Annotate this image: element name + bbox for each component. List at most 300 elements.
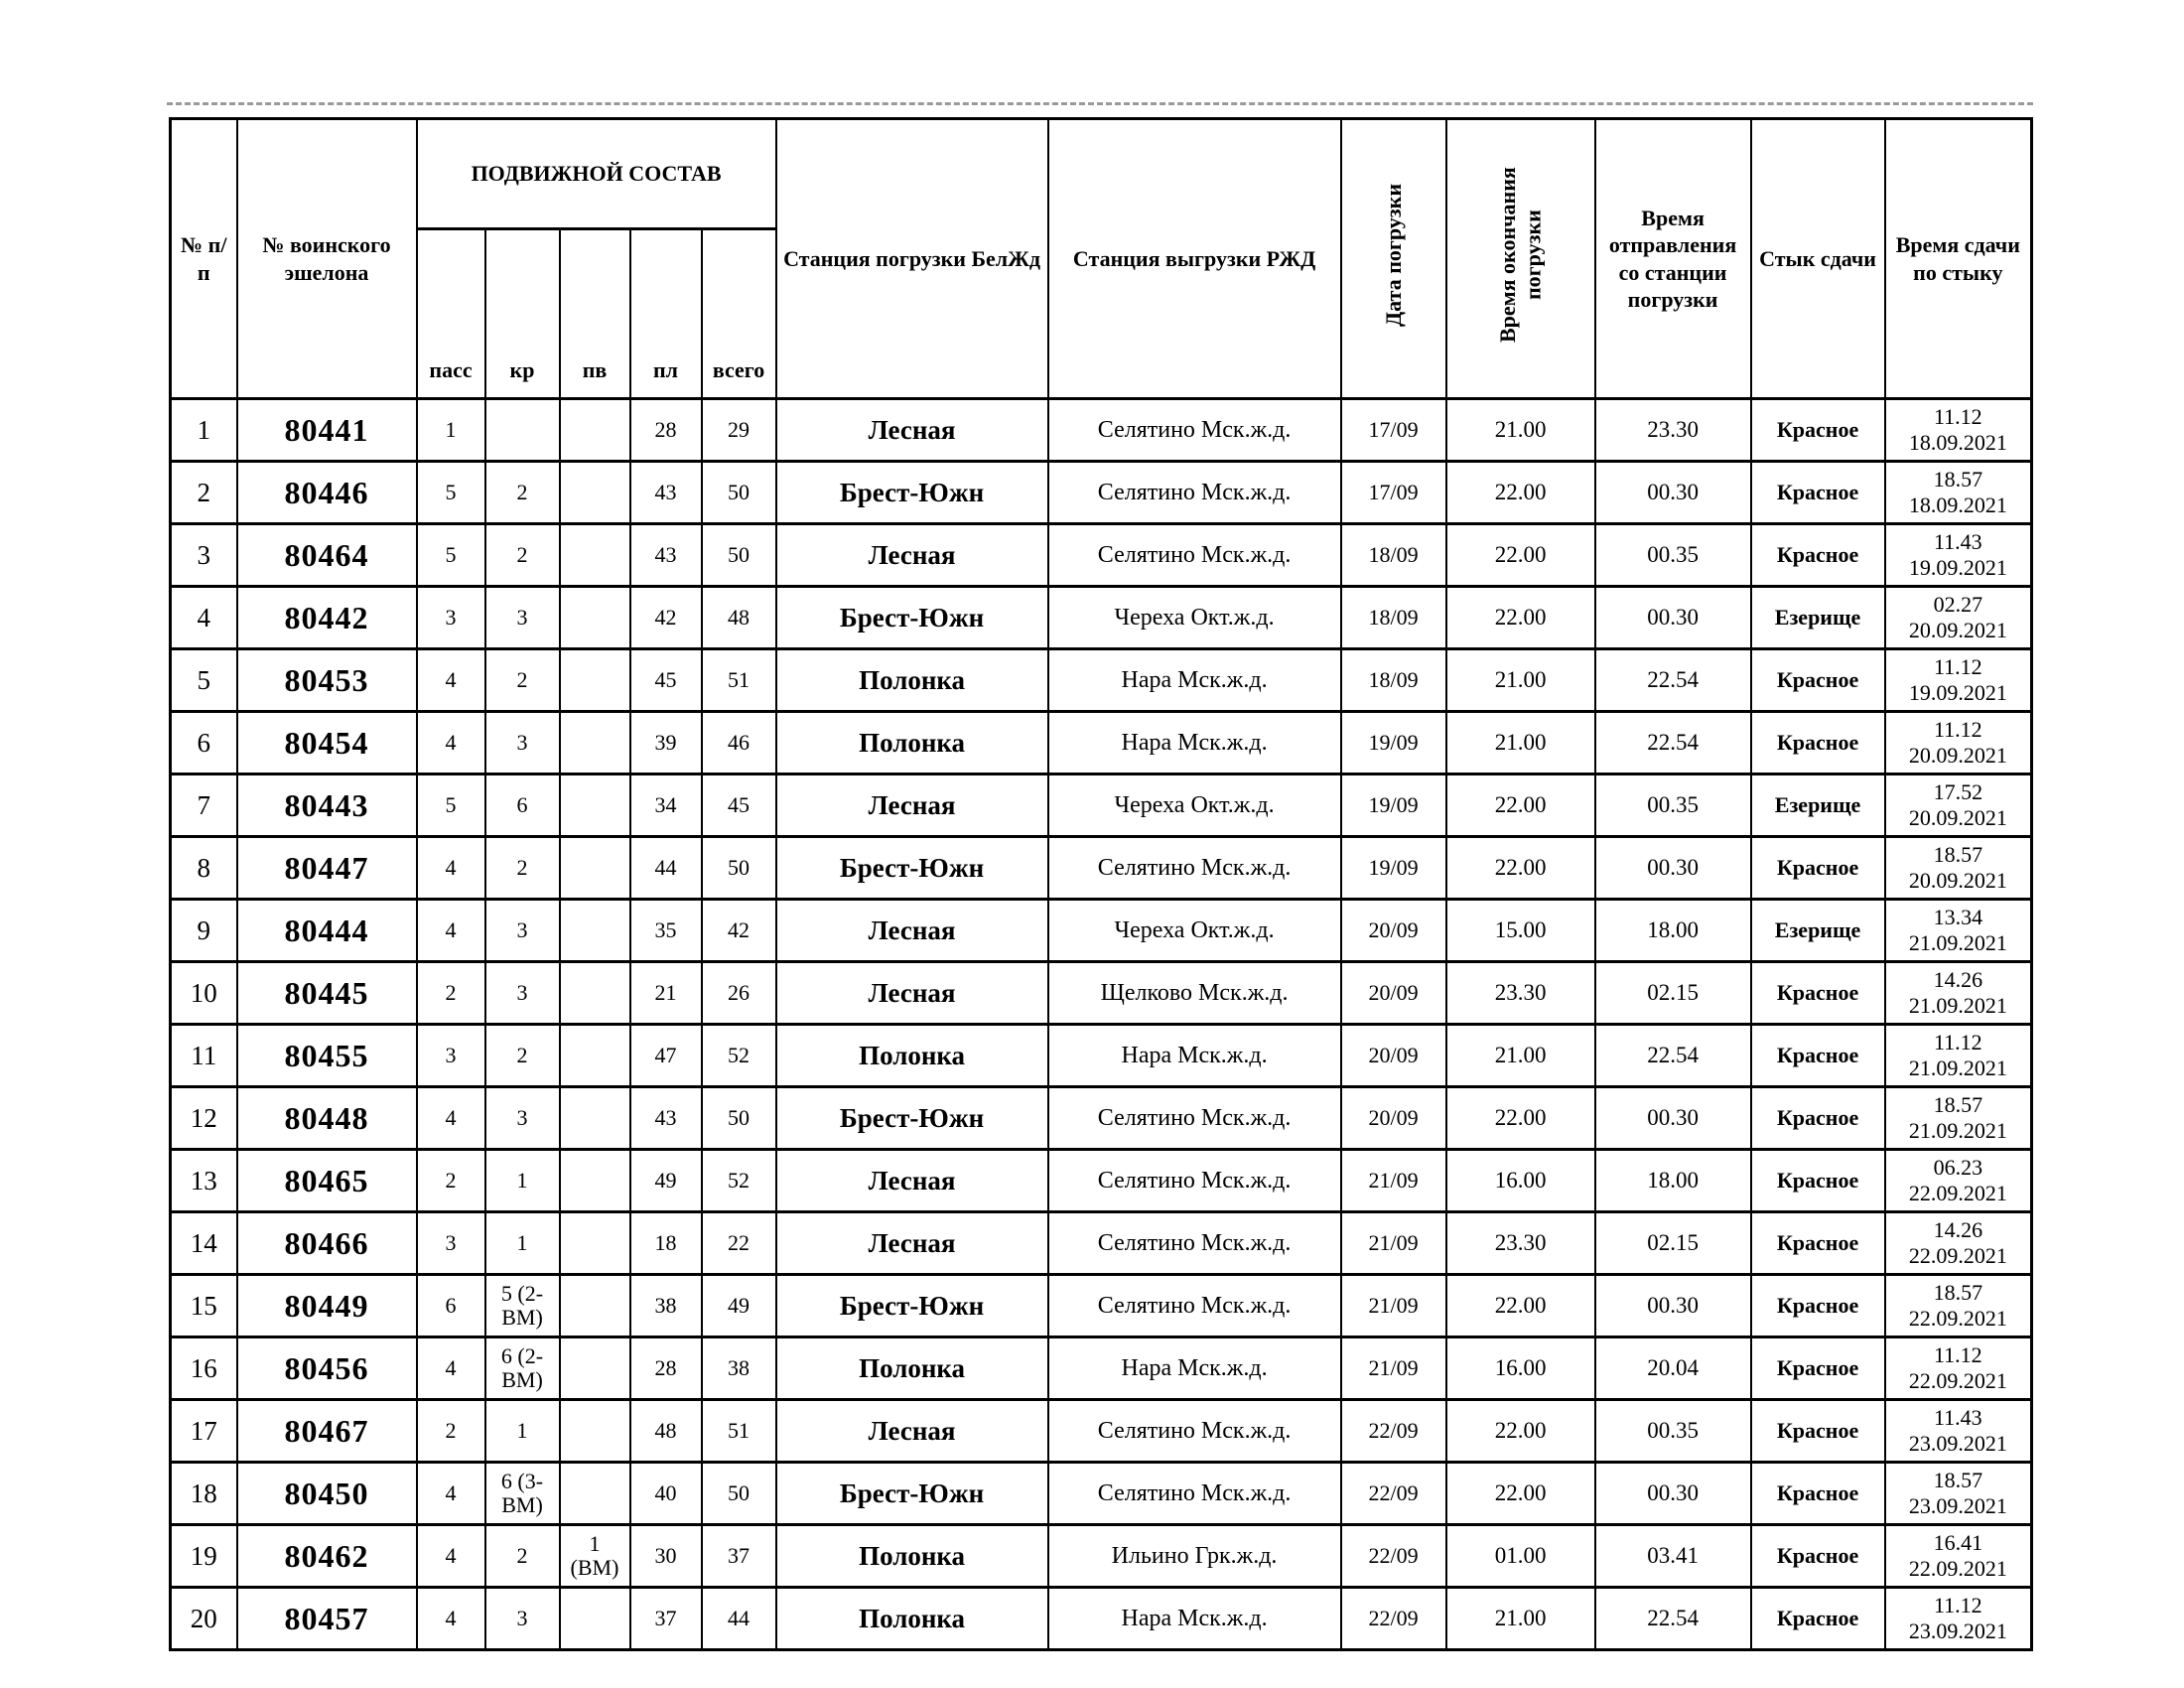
- table-row: [171, 962, 2032, 1025]
- cell-junction: Красное: [1751, 1400, 1885, 1463]
- cell-load-end-time: 22.00: [1446, 1275, 1595, 1337]
- cell-unload-station: Череха Окт.ж.д.: [1048, 900, 1341, 962]
- cell-total-cars: 37: [702, 1525, 776, 1588]
- cell-row-number: 6: [171, 712, 237, 774]
- cell-covered-cars: 6 (3-ВМ): [485, 1463, 560, 1525]
- handover-time-text: 11.43: [1933, 528, 1982, 554]
- cell-row-number: 7: [171, 774, 237, 837]
- cell-row-number: 3: [171, 524, 237, 587]
- cell-load-end-time: 22.00: [1446, 1087, 1595, 1150]
- cell-load-end-time: 22.00: [1446, 1400, 1595, 1463]
- cell-load-station: Лесная: [776, 962, 1048, 1025]
- table-row: [171, 399, 2032, 462]
- cell-junction: Красное: [1751, 1275, 1885, 1337]
- col-header-load-date: [1341, 119, 1446, 399]
- cell-departure-time: 02.15: [1595, 962, 1751, 1025]
- cell-platform-cars: 43: [630, 524, 702, 587]
- cell-semiwagon-cars: [560, 1588, 630, 1650]
- cell-echelon-number: 80447: [237, 837, 417, 900]
- cell-load-end-time: 21.00: [1446, 399, 1595, 462]
- subcol-header-pl: пл: [630, 229, 702, 399]
- cell-unload-station: Селятино Мск.ж.д.: [1048, 1463, 1341, 1525]
- cell-echelon-number: 80450: [237, 1463, 417, 1525]
- cell-row-number: 10: [171, 962, 237, 1025]
- cell-unload-station: Нара Мск.ж.д.: [1048, 1337, 1341, 1400]
- cell-load-date: 22/09: [1341, 1400, 1446, 1463]
- col-header-echelon-number: № воинского эшелона: [237, 119, 417, 399]
- cell-total-cars: 22: [702, 1212, 776, 1275]
- cell-departure-time: 22.54: [1595, 649, 1751, 712]
- cell-row-number: 15: [171, 1275, 237, 1337]
- cell-junction: Красное: [1751, 1463, 1885, 1525]
- cell-departure-time: 00.35: [1595, 524, 1751, 587]
- cell-total-cars: 48: [702, 587, 776, 649]
- cell-load-station: Брест-Южн: [776, 462, 1048, 524]
- cell-junction: Красное: [1751, 399, 1885, 462]
- cell-load-date: 21/09: [1341, 1275, 1446, 1337]
- rotated-label-load-date: Дата погрузки: [1380, 184, 1406, 328]
- cell-total-cars: 51: [702, 649, 776, 712]
- cell-load-station: Полонка: [776, 1525, 1048, 1588]
- cell-load-station: Брест-Южн: [776, 1463, 1048, 1525]
- table-row: [171, 462, 2032, 524]
- cell-departure-time: 00.35: [1595, 1400, 1751, 1463]
- cell-load-end-time: 22.00: [1446, 462, 1595, 524]
- cell-load-date: 21/09: [1341, 1212, 1446, 1275]
- cell-departure-time: 00.30: [1595, 587, 1751, 649]
- cell-load-end-time: 01.00: [1446, 1525, 1595, 1588]
- handover-date-text: 21.09.2021: [1908, 1118, 2007, 1143]
- cell-load-date: 19/09: [1341, 837, 1446, 900]
- cell-covered-cars: 3: [485, 962, 560, 1025]
- cell-semiwagon-cars: [560, 1275, 630, 1337]
- cell-load-date: 20/09: [1341, 1025, 1446, 1087]
- cell-load-station: Лесная: [776, 1150, 1048, 1212]
- handover-date-text: 21.09.2021: [1908, 993, 2007, 1018]
- cell-load-station: Полонка: [776, 712, 1048, 774]
- table-row: [171, 1275, 2032, 1337]
- cell-echelon-number: 80453: [237, 649, 417, 712]
- cell-echelon-number: 80456: [237, 1337, 417, 1400]
- cell-junction: Езерище: [1751, 900, 1885, 962]
- col-header-load-station: Станция погрузки БелЖд: [776, 119, 1048, 399]
- cell-unload-station: Селятино Мск.ж.д.: [1048, 1087, 1341, 1150]
- cell-junction: Красное: [1751, 712, 1885, 774]
- cell-platform-cars: 30: [630, 1525, 702, 1588]
- col-header-handover-time: Время сдачи по стыку: [1885, 119, 2032, 399]
- cell-junction: Красное: [1751, 1087, 1885, 1150]
- table-row: [171, 774, 2032, 837]
- handover-time-text: 17.52: [1933, 778, 1983, 804]
- cell-echelon-number: 80465: [237, 1150, 417, 1212]
- cell-junction: Красное: [1751, 1337, 1885, 1400]
- cell-total-cars: 29: [702, 399, 776, 462]
- cell-unload-station: Селятино Мск.ж.д.: [1048, 837, 1341, 900]
- cell-handover-datetime: [1885, 1400, 2032, 1463]
- cell-platform-cars: 48: [630, 1400, 702, 1463]
- cell-junction: Красное: [1751, 1588, 1885, 1650]
- cell-handover-datetime: [1885, 399, 2032, 462]
- cell-load-station: Лесная: [776, 1212, 1048, 1275]
- cell-handover-datetime: [1885, 774, 2032, 837]
- col-header-unload-station: Станция выгрузки РЖД: [1048, 119, 1341, 399]
- cell-row-number: 4: [171, 587, 237, 649]
- handover-date-text: 22.09.2021: [1908, 1181, 2007, 1205]
- table-row: [171, 1525, 2032, 1588]
- cell-total-cars: 45: [702, 774, 776, 837]
- cell-handover-datetime: [1885, 1212, 2032, 1275]
- handover-time-text: 11.12: [1933, 716, 1982, 742]
- cell-semiwagon-cars: [560, 462, 630, 524]
- cell-semiwagon-cars: [560, 399, 630, 462]
- cell-echelon-number: 80466: [237, 1212, 417, 1275]
- cell-echelon-number: 80449: [237, 1275, 417, 1337]
- handover-time-text: 11.12: [1933, 1341, 1982, 1367]
- handover-date-text: 21.09.2021: [1908, 930, 2007, 955]
- handover-time-text: 11.43: [1933, 1404, 1982, 1430]
- cell-handover-datetime: [1885, 1588, 2032, 1650]
- col-header-load-end-time: [1446, 119, 1595, 399]
- cell-load-station: Полонка: [776, 1337, 1048, 1400]
- cell-semiwagon-cars: [560, 587, 630, 649]
- cell-covered-cars: 3: [485, 1588, 560, 1650]
- col-header-row-number: № п/п: [171, 119, 237, 399]
- cell-departure-time: 22.54: [1595, 712, 1751, 774]
- cell-unload-station: Селятино Мск.ж.д.: [1048, 399, 1341, 462]
- cell-platform-cars: 49: [630, 1150, 702, 1212]
- handover-date-text: 20.09.2021: [1908, 618, 2007, 642]
- subcol-header-pass: пасс: [417, 229, 485, 399]
- table-row: [171, 1400, 2032, 1463]
- cell-departure-time: 00.35: [1595, 774, 1751, 837]
- cell-load-date: 18/09: [1341, 649, 1446, 712]
- cell-load-station: Лесная: [776, 399, 1048, 462]
- header-row-top: [171, 119, 2032, 229]
- cell-load-date: 21/09: [1341, 1337, 1446, 1400]
- cell-load-station: Брест-Южн: [776, 837, 1048, 900]
- cell-semiwagon-cars: [560, 1337, 630, 1400]
- cell-load-end-time: 23.30: [1446, 1212, 1595, 1275]
- cell-load-date: 22/09: [1341, 1463, 1446, 1525]
- cell-load-end-time: 23.30: [1446, 962, 1595, 1025]
- cell-unload-station: Череха Окт.ж.д.: [1048, 587, 1341, 649]
- cell-load-date: 20/09: [1341, 962, 1446, 1025]
- handover-time-text: 18.57: [1933, 1279, 1983, 1305]
- cell-handover-datetime: [1885, 837, 2032, 900]
- cell-handover-datetime: [1885, 1150, 2032, 1212]
- cell-load-date: 22/09: [1341, 1588, 1446, 1650]
- cell-pass-cars: 2: [417, 1400, 485, 1463]
- cell-semiwagon-cars: [560, 962, 630, 1025]
- cell-row-number: 14: [171, 1212, 237, 1275]
- cell-covered-cars: 6: [485, 774, 560, 837]
- handover-time-text: 11.12: [1933, 1592, 1982, 1618]
- cell-row-number: 17: [171, 1400, 237, 1463]
- cell-load-station: Брест-Южн: [776, 587, 1048, 649]
- cell-load-date: 20/09: [1341, 900, 1446, 962]
- cell-echelon-number: 80454: [237, 712, 417, 774]
- cell-unload-station: Щелково Мск.ж.д.: [1048, 962, 1341, 1025]
- cell-total-cars: 44: [702, 1588, 776, 1650]
- cell-departure-time: 23.30: [1595, 399, 1751, 462]
- cell-load-station: Полонка: [776, 1025, 1048, 1087]
- cell-handover-datetime: [1885, 462, 2032, 524]
- cell-pass-cars: 4: [417, 649, 485, 712]
- cell-row-number: 13: [171, 1150, 237, 1212]
- handover-date-text: 22.09.2021: [1908, 1556, 2007, 1581]
- cell-load-station: Брест-Южн: [776, 1087, 1048, 1150]
- cell-unload-station: Нара Мск.ж.д.: [1048, 1588, 1341, 1650]
- handover-date-text: 22.09.2021: [1908, 1306, 2007, 1331]
- cell-handover-datetime: [1885, 712, 2032, 774]
- cell-handover-datetime: [1885, 1337, 2032, 1400]
- cell-covered-cars: 5 (2-ВМ): [485, 1275, 560, 1337]
- cell-platform-cars: 18: [630, 1212, 702, 1275]
- table-row: [171, 1212, 2032, 1275]
- handover-date-text: 19.09.2021: [1908, 555, 2007, 580]
- cell-pass-cars: 4: [417, 1588, 485, 1650]
- cell-semiwagon-cars: [560, 1212, 630, 1275]
- handover-date-text: 18.09.2021: [1908, 430, 2007, 455]
- cell-echelon-number: 80441: [237, 399, 417, 462]
- cell-covered-cars: 1: [485, 1212, 560, 1275]
- handover-time-text: 13.34: [1933, 904, 1983, 929]
- cell-load-date: 21/09: [1341, 1150, 1446, 1212]
- cell-handover-datetime: [1885, 587, 2032, 649]
- cell-semiwagon-cars: [560, 1150, 630, 1212]
- cell-unload-station: Нара Мск.ж.д.: [1048, 712, 1341, 774]
- handover-date-text: 20.09.2021: [1908, 743, 2007, 768]
- echelon-schedule-table: [169, 117, 2033, 1651]
- cell-handover-datetime: [1885, 1087, 2032, 1150]
- cell-pass-cars: 5: [417, 524, 485, 587]
- cell-platform-cars: 39: [630, 712, 702, 774]
- cell-junction: Красное: [1751, 1150, 1885, 1212]
- table-row: [171, 1588, 2032, 1650]
- cell-unload-station: Селятино Мск.ж.д.: [1048, 1212, 1341, 1275]
- handover-time-text: 02.27: [1933, 591, 1983, 617]
- cell-pass-cars: 4: [417, 712, 485, 774]
- cell-covered-cars: 2: [485, 1525, 560, 1588]
- cell-unload-station: Нара Мск.ж.д.: [1048, 1025, 1341, 1087]
- cell-echelon-number: 80445: [237, 962, 417, 1025]
- handover-time-text: 18.57: [1933, 1467, 1983, 1492]
- cell-row-number: 18: [171, 1463, 237, 1525]
- cell-load-date: 17/09: [1341, 399, 1446, 462]
- cell-handover-datetime: [1885, 1525, 2032, 1588]
- handover-time-text: 11.12: [1933, 403, 1982, 429]
- cell-load-end-time: 21.00: [1446, 712, 1595, 774]
- cell-load-station: Полонка: [776, 1588, 1048, 1650]
- cell-departure-time: 00.30: [1595, 837, 1751, 900]
- cell-load-station: Лесная: [776, 774, 1048, 837]
- cell-total-cars: 26: [702, 962, 776, 1025]
- cell-semiwagon-cars: [560, 900, 630, 962]
- cell-load-date: 18/09: [1341, 524, 1446, 587]
- cell-echelon-number: 80455: [237, 1025, 417, 1087]
- cell-departure-time: 18.00: [1595, 900, 1751, 962]
- dashed-guide-line: [167, 102, 2033, 105]
- handover-date-text: 22.09.2021: [1908, 1368, 2007, 1393]
- handover-time-text: 16.41: [1933, 1529, 1983, 1555]
- col-header-departure-time: Время отправления со станции погрузки: [1595, 119, 1751, 399]
- cell-covered-cars: 2: [485, 524, 560, 587]
- cell-unload-station: Нара Мск.ж.д.: [1048, 649, 1341, 712]
- table-row: [171, 712, 2032, 774]
- handover-time-text: 18.57: [1933, 1091, 1983, 1117]
- cell-echelon-number: 80446: [237, 462, 417, 524]
- cell-load-end-time: 16.00: [1446, 1150, 1595, 1212]
- cell-platform-cars: 40: [630, 1463, 702, 1525]
- table-row: [171, 1150, 2032, 1212]
- cell-pass-cars: 4: [417, 1463, 485, 1525]
- cell-platform-cars: 43: [630, 1087, 702, 1150]
- cell-row-number: 20: [171, 1588, 237, 1650]
- cell-load-station: Лесная: [776, 900, 1048, 962]
- cell-total-cars: 50: [702, 1087, 776, 1150]
- cell-pass-cars: 5: [417, 462, 485, 524]
- table-row: [171, 837, 2032, 900]
- cell-row-number: 12: [171, 1087, 237, 1150]
- cell-total-cars: 50: [702, 524, 776, 587]
- cell-departure-time: 02.15: [1595, 1212, 1751, 1275]
- cell-covered-cars: 1: [485, 1400, 560, 1463]
- cell-pass-cars: 1: [417, 399, 485, 462]
- cell-handover-datetime: [1885, 649, 2032, 712]
- cell-echelon-number: 80457: [237, 1588, 417, 1650]
- cell-load-date: 17/09: [1341, 462, 1446, 524]
- cell-departure-time: 03.41: [1595, 1525, 1751, 1588]
- cell-platform-cars: 34: [630, 774, 702, 837]
- cell-pass-cars: 2: [417, 962, 485, 1025]
- cell-total-cars: 42: [702, 900, 776, 962]
- cell-semiwagon-cars: [560, 1087, 630, 1150]
- cell-departure-time: 18.00: [1595, 1150, 1751, 1212]
- handover-date-text: 23.09.2021: [1908, 1618, 2007, 1643]
- cell-semiwagon-cars: [560, 649, 630, 712]
- cell-semiwagon-cars: [560, 774, 630, 837]
- cell-handover-datetime: [1885, 1025, 2032, 1087]
- cell-echelon-number: 80467: [237, 1400, 417, 1463]
- cell-handover-datetime: [1885, 962, 2032, 1025]
- cell-row-number: 11: [171, 1025, 237, 1087]
- cell-covered-cars: 3: [485, 712, 560, 774]
- handover-time-text: 14.26: [1933, 966, 1983, 992]
- cell-handover-datetime: [1885, 1463, 2032, 1525]
- cell-semiwagon-cars: [560, 1025, 630, 1087]
- cell-echelon-number: 80462: [237, 1525, 417, 1588]
- cell-total-cars: 51: [702, 1400, 776, 1463]
- cell-departure-time: 00.30: [1595, 1275, 1751, 1337]
- cell-covered-cars: 2: [485, 837, 560, 900]
- cell-total-cars: 50: [702, 1463, 776, 1525]
- cell-unload-station: Селятино Мск.ж.д.: [1048, 1150, 1341, 1212]
- handover-date-text: 23.09.2021: [1908, 1431, 2007, 1456]
- cell-load-end-time: 22.00: [1446, 1463, 1595, 1525]
- cell-load-date: 19/09: [1341, 774, 1446, 837]
- cell-load-date: 22/09: [1341, 1525, 1446, 1588]
- cell-row-number: 1: [171, 399, 237, 462]
- cell-total-cars: 52: [702, 1025, 776, 1087]
- cell-departure-time: 00.30: [1595, 462, 1751, 524]
- cell-semiwagon-cars: [560, 1463, 630, 1525]
- cell-platform-cars: 35: [630, 900, 702, 962]
- cell-junction: Красное: [1751, 1212, 1885, 1275]
- cell-pass-cars: 3: [417, 1025, 485, 1087]
- cell-departure-time: 20.04: [1595, 1337, 1751, 1400]
- handover-date-text: 18.09.2021: [1908, 492, 2007, 517]
- cell-semiwagon-cars: [560, 837, 630, 900]
- col-header-junction: Стык сдачи: [1751, 119, 1885, 399]
- cell-platform-cars: 38: [630, 1275, 702, 1337]
- cell-semiwagon-cars: 1 (ВМ): [560, 1525, 630, 1588]
- cell-load-end-time: 21.00: [1446, 1588, 1595, 1650]
- cell-load-station: Полонка: [776, 649, 1048, 712]
- cell-unload-station: Селятино Мск.ж.д.: [1048, 1400, 1341, 1463]
- cell-echelon-number: 80464: [237, 524, 417, 587]
- cell-total-cars: 50: [702, 462, 776, 524]
- cell-echelon-number: 80443: [237, 774, 417, 837]
- handover-time-text: 06.23: [1933, 1154, 1983, 1180]
- cell-load-end-time: 22.00: [1446, 587, 1595, 649]
- cell-junction: Езерище: [1751, 774, 1885, 837]
- cell-platform-cars: 43: [630, 462, 702, 524]
- cell-platform-cars: 37: [630, 1588, 702, 1650]
- handover-time-text: 11.12: [1933, 1029, 1982, 1055]
- cell-pass-cars: 4: [417, 1087, 485, 1150]
- cell-covered-cars: 3: [485, 587, 560, 649]
- cell-pass-cars: 3: [417, 587, 485, 649]
- cell-platform-cars: 45: [630, 649, 702, 712]
- col-header-rolling-stock-group: ПОДВИЖНОЙ СОСТАВ: [417, 119, 776, 229]
- cell-covered-cars: [485, 399, 560, 462]
- cell-load-end-time: 22.00: [1446, 524, 1595, 587]
- handover-date-text: 20.09.2021: [1908, 868, 2007, 893]
- cell-handover-datetime: [1885, 524, 2032, 587]
- cell-load-date: 19/09: [1341, 712, 1446, 774]
- cell-total-cars: 52: [702, 1150, 776, 1212]
- cell-junction: Красное: [1751, 1525, 1885, 1588]
- handover-time-text: 18.57: [1933, 466, 1983, 492]
- cell-covered-cars: 2: [485, 1025, 560, 1087]
- cell-junction: Красное: [1751, 837, 1885, 900]
- cell-departure-time: 00.30: [1595, 1087, 1751, 1150]
- cell-load-end-time: 21.00: [1446, 1025, 1595, 1087]
- cell-row-number: 5: [171, 649, 237, 712]
- cell-junction: Езерище: [1751, 587, 1885, 649]
- cell-echelon-number: 80444: [237, 900, 417, 962]
- cell-junction: Красное: [1751, 649, 1885, 712]
- cell-load-station: Лесная: [776, 524, 1048, 587]
- handover-time-text: 11.12: [1933, 653, 1982, 679]
- table-row: [171, 1337, 2032, 1400]
- cell-row-number: 19: [171, 1525, 237, 1588]
- table-row: [171, 1025, 2032, 1087]
- table-header: [171, 119, 2032, 399]
- cell-unload-station: Селятино Мск.ж.д.: [1048, 524, 1341, 587]
- cell-total-cars: 38: [702, 1337, 776, 1400]
- handover-date-text: 23.09.2021: [1908, 1493, 2007, 1518]
- cell-semiwagon-cars: [560, 712, 630, 774]
- cell-unload-station: Селятино Мск.ж.д.: [1048, 462, 1341, 524]
- rotated-label-load-end-time: Время окончания погрузки: [1495, 167, 1546, 344]
- cell-load-station: Лесная: [776, 1400, 1048, 1463]
- handover-date-text: 22.09.2021: [1908, 1243, 2007, 1268]
- cell-load-date: 18/09: [1341, 587, 1446, 649]
- table-row: [171, 1463, 2032, 1525]
- cell-platform-cars: 42: [630, 587, 702, 649]
- cell-junction: Красное: [1751, 462, 1885, 524]
